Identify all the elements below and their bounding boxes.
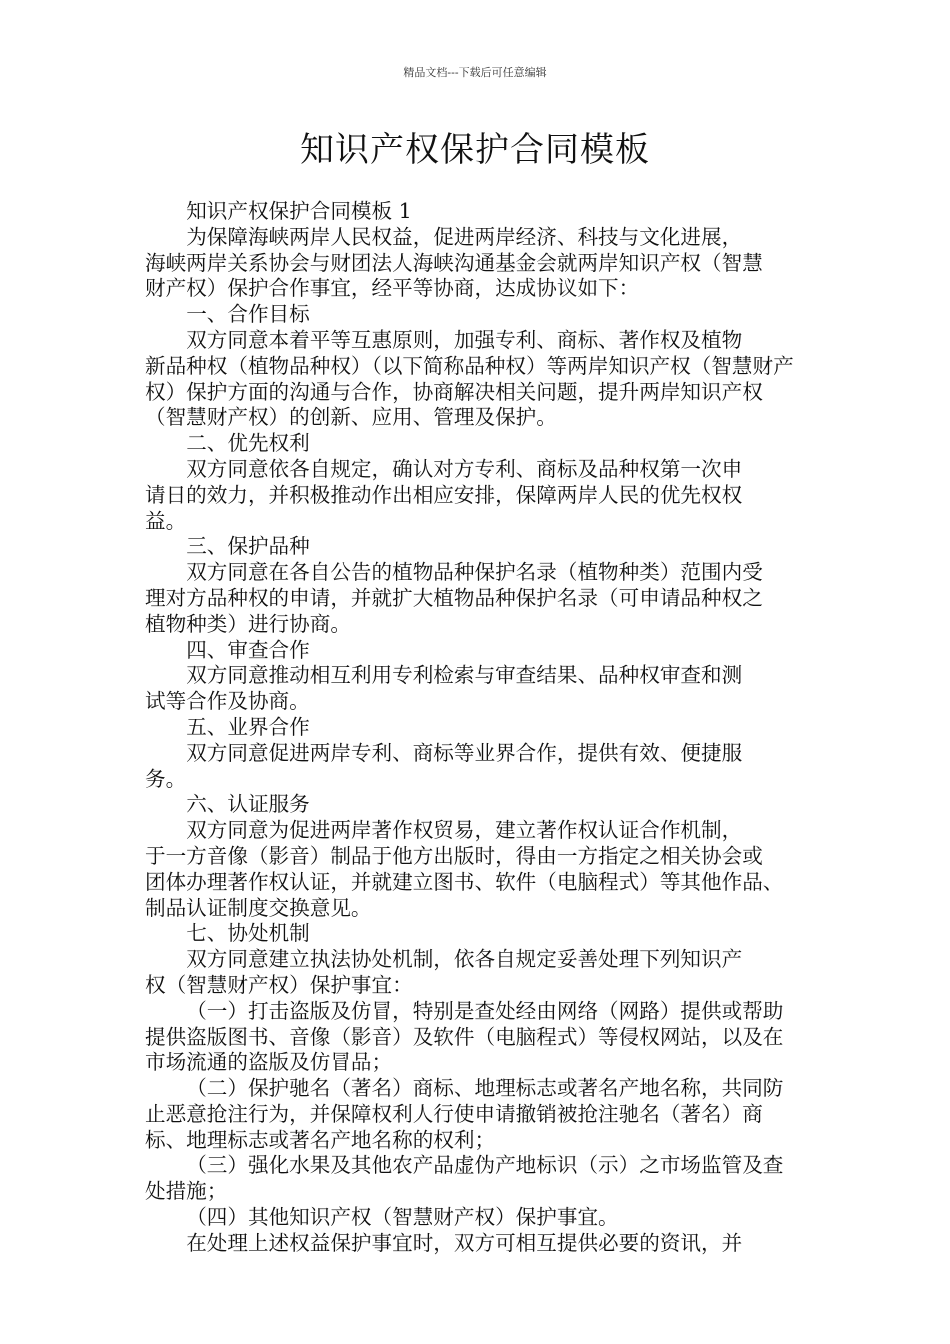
section-heading-1: 一、合作目标 <box>186 302 310 327</box>
section-body-4: 双方同意推动相互利用专利检索与审查结果、品种权审查和测 试等合作及协商。 <box>145 663 743 714</box>
list-item-3: （三）强化水果及其他农产品虚伪产地标识（示）之市场监管及查 处措施； <box>145 1153 784 1204</box>
section-heading-3: 三、保护品种 <box>186 534 310 559</box>
list-item-4: （四）其他知识产权（智慧财产权）保护事宜。 <box>186 1205 619 1230</box>
section-body-5: 双方同意促进两岸专利、商标等业界合作，提供有效、便捷服 务。 <box>145 740 743 791</box>
section-heading-7: 七、协处机制 <box>186 921 310 946</box>
section-body-2: 双方同意依各自规定，确认对方专利、商标及品种权第一次申 请日的效力，并积极推动作出相应安排，保障两岸人民的优先权权 益。 <box>145 456 743 533</box>
section-body-7: 双方同意建立执法协处机制，依各自规定妥善处理下列知识产 权（智慧财产权）保护事宜： <box>145 947 743 997</box>
list-item-1: （一）打击盗版及仿冒，特别是查处经由网络（网路）提供或帮助 提供盗版图书、音像（影音）及软件（电脑程式）等侵权网站，以及在 市场流通的盗版及仿冒品； <box>145 998 784 1075</box>
paragraph-template-name: 知识产权保护合同模板 1 <box>186 199 412 223</box>
section-body-6: 双方同意为促进两岸著作权贸易，建立著作权认证合作机制， 于一方音像（影音）制品于他方出版时，得由一方指定之相关协会或 团体办理著作权认证，并就建立图书、软件（电脑程式）等其他作品、 制品认证制度交换意见。 <box>145 818 784 920</box>
section-heading-2: 二、优先权利 <box>186 431 310 456</box>
section-heading-5: 五、业界合作 <box>186 714 310 739</box>
section-heading-4: 四、审查合作 <box>186 637 310 662</box>
list-item-2: （二）保护驰名（著名）商标、地理标志或著名产地名称，共同防 止恶意抢注行为，并保障权利人行使申请撤销被抢注驰名（著名）商 标、地理标志或著名产地名称的权利； <box>145 1076 784 1152</box>
page-header: 精品文档---下载后可任意编辑 <box>403 66 547 79</box>
section-body-1: 双方同意本着平等互惠原则，加强专利、商标、著作权及植物 新品种权（植物品种权）（以下简称品种权）等两岸知识产权（智慧财产 权）保护方面的沟通与合作，协商解决相关问题，提升两岸知识产权 （智慧财产权）的创新、应用、管理及保护。 <box>145 327 794 430</box>
document-title: 知识产权保护合同模板 <box>300 130 650 170</box>
closing-paragraph: 在处理上述权益保护事宜时，双方可相互提供必要的资讯，并 <box>186 1230 743 1255</box>
section-body-3: 双方同意在各自公告的植物品种保护名录（植物种类）范围内受 理对方品种权的申请，并就扩大植物品种保护名录（可申请品种权之 植物种类）进行协商。 <box>145 560 763 636</box>
document-body <box>145 199 825 1257</box>
section-heading-6: 六、认证服务 <box>186 792 310 817</box>
paragraph-preamble: 为保障海峡两岸人民权益，促进两岸经济、科技与文化进展， 海峡两岸关系协会与财团法人海峡沟通基金会就两岸知识产权（智慧 财产权）保护合作事宜，经平等协商，达成协议如下： <box>145 224 763 301</box>
